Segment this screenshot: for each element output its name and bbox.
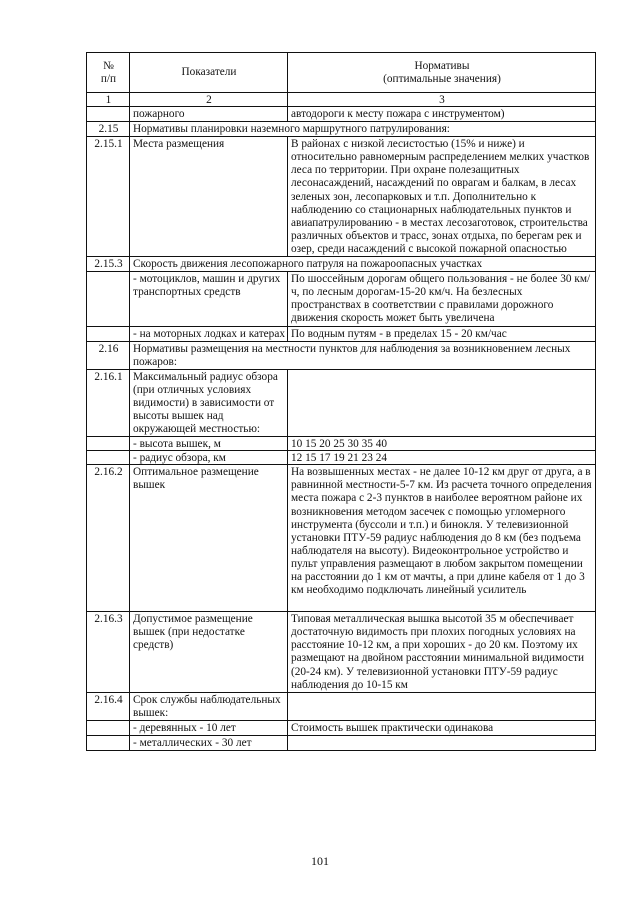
row-number	[87, 326, 130, 341]
row-number	[87, 107, 130, 122]
row-number	[87, 736, 130, 751]
row-indicator: - высота вышек, м	[130, 437, 288, 451]
row-norm: В районах с низкой лесистостью (15% и ниже) и относительно равномерным распределением мелких участков леса по территории. При охране полезащитных лесонасаждений, насаждений по оврагам и балкам, в лесах зеленых зон, лесопарковых и т.п. Дополнительно к наблюдению со стационарных наблюдательных пунктов и авиапатрулированию - в местах лесозаготовок, строительства различных объектов и трасс, зонах отдыха, по берегам рек и озер, среди насаждений с высокой пожарной опасностью	[288, 137, 596, 257]
row-indicator: - радиус обзора, км	[130, 451, 288, 465]
row-norm: 12 15 17 19 21 23 24	[288, 451, 596, 465]
col-index-2: 2	[130, 93, 288, 107]
header-norms: Нормативы (оптимальные значения)	[288, 53, 596, 93]
table-row	[87, 612, 596, 693]
row-number	[87, 272, 130, 326]
table-row	[87, 736, 596, 751]
page-number: 101	[311, 854, 329, 868]
section-title: Скорость движения лесопожарного патруля на пожароопасных участках	[130, 257, 596, 272]
row-indicator: пожарного	[130, 107, 288, 122]
table-row	[87, 107, 596, 122]
row-number: 2.15.1	[87, 137, 130, 257]
col-index-3: 3	[288, 93, 596, 107]
table-row	[87, 369, 596, 436]
row-number: 2.16.3	[87, 612, 130, 693]
row-norm: 10 15 20 25 30 35 40	[288, 437, 596, 451]
row-norm	[288, 692, 596, 720]
col-index-1: 1	[87, 93, 130, 107]
row-number: 2.15	[87, 122, 130, 137]
row-norm	[288, 369, 596, 436]
table-row	[87, 692, 596, 720]
table-row	[87, 437, 596, 451]
row-norm: автодороги к месту пожара с инструментом)	[288, 107, 596, 122]
column-index-row	[87, 93, 596, 107]
row-norm: По водным путям - в пределах 15 - 20 км/час	[288, 326, 596, 341]
row-indicator: Допустимое размещение вышек (при недостатке средств)	[130, 612, 288, 693]
section-title: Нормативы планировки наземного маршрутного патрулирования:	[130, 122, 596, 137]
table-row	[87, 341, 596, 369]
row-indicator: Максимальный радиус обзора (при отличных условиях видимости) в зависимости от высоты вышек над окружающей местностью:	[130, 369, 288, 436]
row-number: 2.16.2	[87, 465, 130, 612]
row-number: 2.16	[87, 341, 130, 369]
table-row	[87, 720, 596, 735]
row-norm: Стоимость вышек практически одинакова	[288, 720, 596, 735]
row-norm: Типовая металлическая вышка высотой 35 м обеспечивает достаточную видимость при плохих погодных условиях на расстояние 10-12 км, а при хороших - до 20 км. Поэтому их размещают на двойном расстоянии минимальной видимости (20-24 км). У телевизионной установки ПТУ-59 радиус наблюдения до 10-15 км	[288, 612, 596, 693]
row-indicator: - на моторных лодках и катерах	[130, 326, 288, 341]
table-header-row	[87, 53, 596, 93]
row-number: 2.15.3	[87, 257, 130, 272]
row-indicator: Оптимальное размещение вышек	[130, 465, 288, 612]
section-title: Нормативы размещения на местности пунктов для наблюдения за возникновением лесных пожаров:	[130, 341, 596, 369]
row-indicator: - металлических - 30 лет	[130, 736, 288, 751]
row-indicator: - деревянных - 10 лет	[130, 720, 288, 735]
row-number	[87, 437, 130, 451]
row-number: 2.16.4	[87, 692, 130, 720]
row-indicator: - мотоциклов, машин и других транспортных средств	[130, 272, 288, 326]
table-row	[87, 465, 596, 612]
table-row	[87, 326, 596, 341]
row-number	[87, 720, 130, 735]
table-row	[87, 272, 596, 326]
row-norm: На возвышенных местах - не далее 10-12 км друг от друга, а в равнинной местности-5-7 км. Из расчета точного определения места пожара с 2-3 пунктов в наиболее вероятном районе их возникновения методом засечек с помощью угломерного инструмента (буссоли и т.п.) и бинокля. У телевизионной установки ПТУ-59 радиус наблюдения до 8 км (без подъема наблюдателя на высоту). Видеоконтрольное устройство и пульт управления размещают в любом закрытом помещении на расстоянии до 1 км от мачты, а при длине кабеля от 1 до 3 км необходимо подключать линейный усилитель	[288, 465, 596, 612]
row-number	[87, 451, 130, 465]
header-indicators: Показатели	[130, 53, 288, 93]
table-row	[87, 257, 596, 272]
row-norm: По шоссейным дорогам общего пользования - не более 30 км/ч, по лесным дорогам-15-20 км/ч. На безлесных пространствах в соответствии с правилами дорожного движения скорость может быть увеличена	[288, 272, 596, 326]
table-row	[87, 122, 596, 137]
table-row	[87, 451, 596, 465]
header-number: № п/п	[87, 53, 130, 93]
row-indicator: Срок службы наблюдательных вышек:	[130, 692, 288, 720]
row-norm	[288, 736, 596, 751]
row-number: 2.16.1	[87, 369, 130, 436]
norms-table	[86, 52, 596, 751]
table-row	[87, 137, 596, 257]
row-indicator: Места размещения	[130, 137, 288, 257]
